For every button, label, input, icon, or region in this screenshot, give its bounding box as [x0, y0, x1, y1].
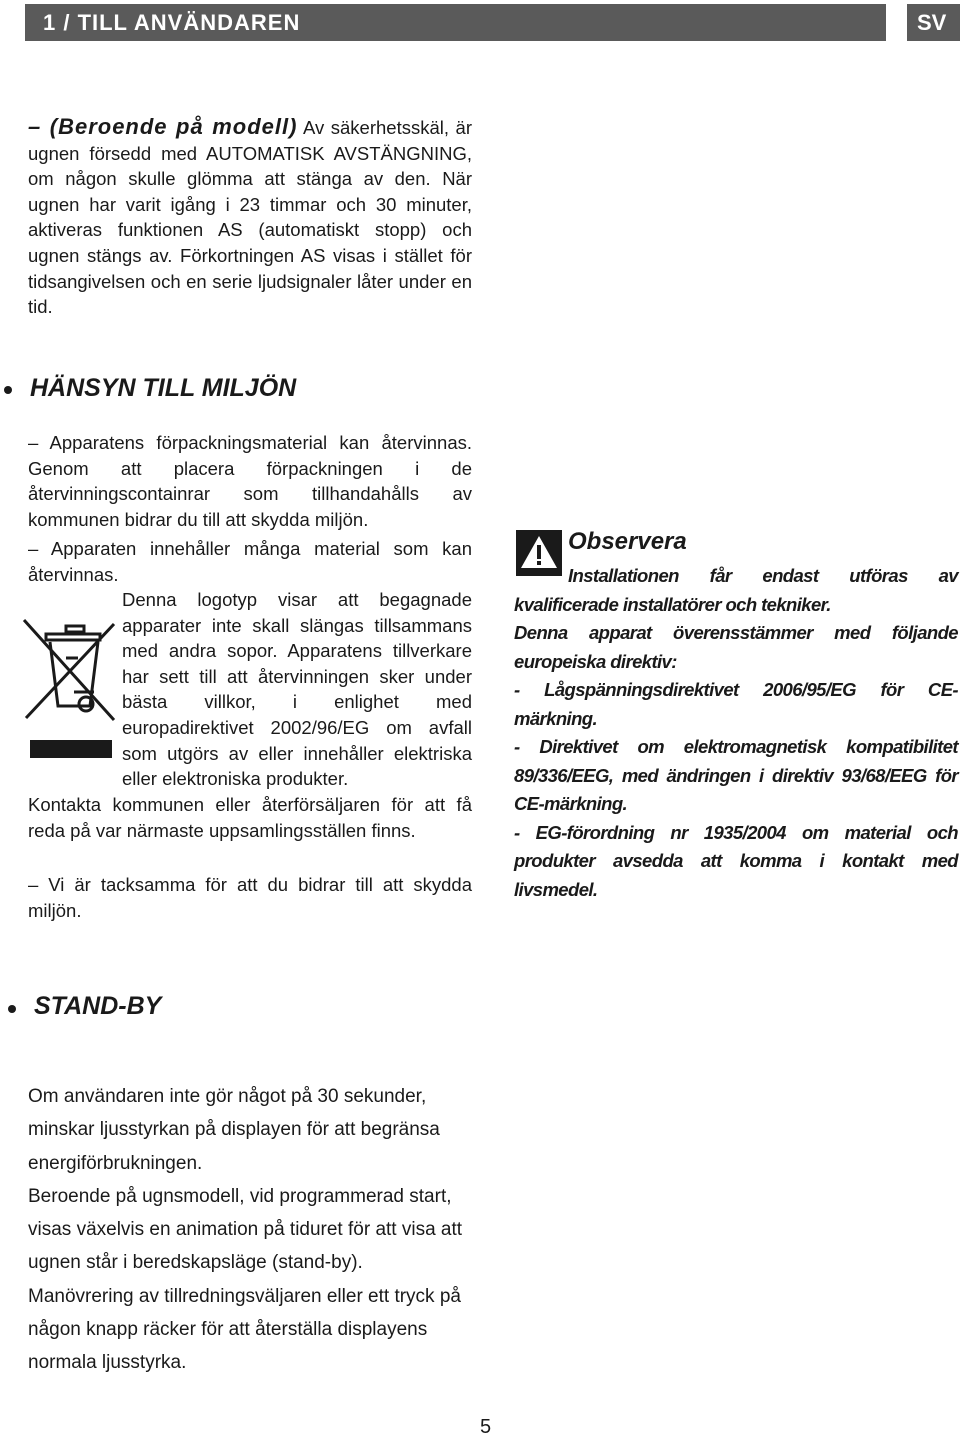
standby-para-2: Beroende på ugnsmodell, vid programmerad start, visas växelvis en animation på tiduret för att visa att ugnen står i beredskapsläge (stand-by). [28, 1185, 463, 1274]
auto-off-paragraph [28, 114, 472, 320]
observe-text [514, 562, 958, 904]
header-bar [25, 4, 886, 41]
language-badge [907, 4, 960, 41]
standby-heading: STAND-BY [34, 992, 162, 1020]
environment-para-1: – Apparatens förpackningsmaterial kan återvinnas. Genom att placera förpackningen i de återvinningscontainrar som tillhandahålls av kommunen bidrar du till att skydda miljön. [28, 432, 472, 530]
page-title: 1 / TILL ANVÄNDAREN [43, 10, 301, 35]
crossed-out-wheelie-bin-icon [22, 606, 120, 764]
auto-off-lead: – (Beroende på modell) [28, 114, 298, 139]
observe-title: Observera [568, 528, 687, 555]
observe-line-low-voltage: - Lågspänningsdirektivet 2006/95/EG för CE-märkning. [514, 679, 958, 729]
environment-para-2-intro: – Apparaten innehåller många material som kan återvinnas. [28, 538, 472, 585]
language-code: SV [917, 10, 947, 35]
observe-line-installation: Installationen får endast utföras av kvalificerade installatörer och tekniker. [514, 565, 958, 615]
page-number: 5 [480, 1416, 492, 1438]
standby-body [28, 1080, 488, 1380]
standby-para-1: Om användaren inte gör något på 30 sekunder, minskar ljusstyrkan på displayen för att begränsa energiförbrukningen. [28, 1086, 440, 1174]
auto-off-text: Av säkerhetsskäl, är ugnen försedd med AUTOMATISK AVSTÄNGNING, om någon skulle glömma att stänga av den. När ugnen har varit igång i 23 timmar och 30 minuter, aktiveras funktionen AS (automatiskt stopp) och ugnen stängs av. Förkortningen AS visas i stället för tidsangivelsen och en serie ljudsignaler låter under en tid. [28, 117, 472, 318]
observe-line-emc: - Direktivet om elektromagnetisk kompatibilitet 89/336/EEG, med ändringen i direktiv 93/68/EEG för CE-märkning. [514, 736, 958, 814]
environment-heading: HÄNSYN TILL MILJÖN [30, 374, 297, 402]
standby-para-3: Manövrering av tillredningsväljaren eller ett tryck på någon knapp räcker för att återställa displayens normala ljusstyrka. [28, 1285, 461, 1374]
observe-line-food-contact: - EG-förordning nr 1935/2004 om material och produkter avsedda att komma i kontakt med livsmedel. [514, 821, 958, 900]
environment-para-4: – Vi är tacksamma för att du bidrar till att skydda miljön. [28, 874, 472, 921]
bullet-icon [4, 386, 12, 394]
environment-para-3: Kontakta kommunen eller återförsäljaren för att få reda på var närmaste uppsamlingsställen finns. [28, 794, 472, 841]
environment-para-2-wrap: Denna logotyp visar att begagnade apparater inte skall slängas tillsammans med andra sopor. Apparatens tillverkare har sett till att återvinningen sker under bästa villkor, i enlighet med europadirektivet 2002/96/EG om avfall som utgörs av eller innehåller elektriska eller elektroniska produkter. [122, 589, 472, 790]
bullet-icon [8, 1005, 16, 1013]
observe-line-directives-intro: Denna apparat överensstämmer med följande europeiska direktiv: [514, 622, 958, 672]
